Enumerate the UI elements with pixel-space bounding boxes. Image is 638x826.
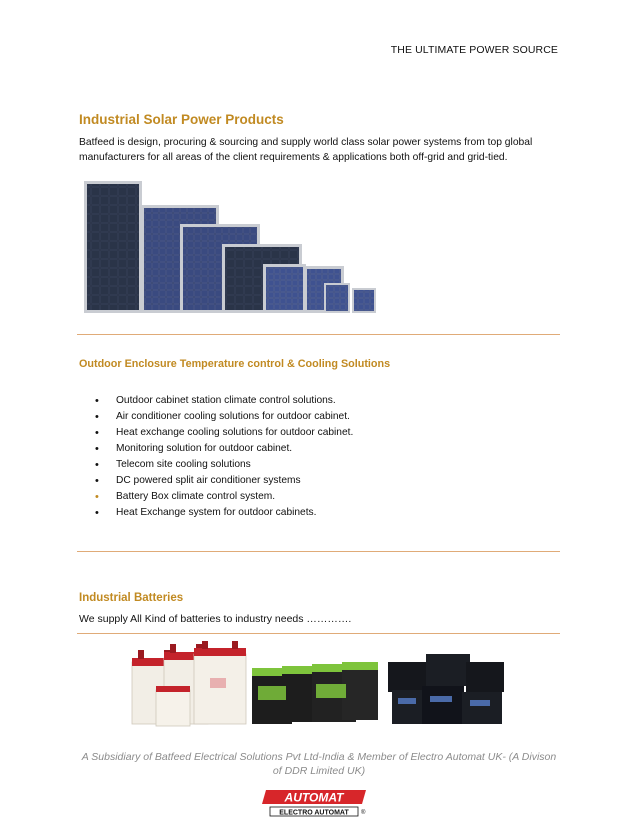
list-item-text: Battery Box climate control system. — [116, 491, 276, 502]
footer-text: A Subsidiary of Batfeed Electrical Solutions Pvt Ltd-India & Member of Electro Automat UK- (A Divison of DDR Limited UK) — [81, 751, 557, 777]
list-item-text: Monitoring solution for outdoor cabinet. — [116, 443, 293, 454]
list-item-text: DC powered split air conditioner systems — [116, 475, 301, 486]
list-item — [95, 393, 353, 409]
bullet-icon: • — [95, 411, 99, 423]
list-item-text: Telecom site cooling solutions — [116, 459, 251, 470]
bullet-icon: • — [95, 475, 99, 487]
bullet-icon: • — [95, 443, 99, 455]
bullet-icon: • — [95, 427, 99, 439]
list-item-text: Heat exchange cooling solutions for outdoor cabinet. — [116, 427, 354, 438]
batteries-description: We supply All Kind of batteries to industry needs …………. — [79, 613, 352, 625]
list-item-text: Outdoor cabinet station climate control solutions. — [116, 395, 336, 406]
bullet-icon: • — [95, 507, 99, 519]
logo-sub-text: ELECTRO AUTOMAT — [279, 809, 349, 817]
solar-section-title: Industrial Solar Power Products — [79, 112, 284, 127]
list-item — [95, 441, 353, 457]
cooling-solutions-list — [95, 393, 353, 521]
bullet-icon: • — [95, 459, 99, 471]
list-item-text: Heat Exchange system for outdoor cabinets. — [116, 507, 317, 518]
automat-logo — [262, 788, 372, 818]
list-item — [95, 505, 353, 521]
bullet-icon: • — [95, 395, 99, 407]
section-divider — [77, 334, 560, 335]
bullet-icon: • — [95, 491, 99, 503]
logo-registered-mark: ® — [361, 810, 366, 816]
cooling-section-title: Outdoor Enclosure Temperature control & Cooling Solutions — [79, 358, 391, 370]
solar-panels-image — [82, 178, 382, 318]
section-divider — [77, 551, 560, 552]
list-item-text: Air conditioner cooling solutions for outdoor cabinet. — [116, 411, 350, 422]
batteries-section-title: Industrial Batteries — [79, 592, 184, 604]
header-tagline: THE ULTIMATE POWER SOURCE — [390, 44, 558, 56]
list-item — [95, 409, 353, 425]
logo-brand-text: AUTOMAT — [284, 790, 344, 805]
batteries-image — [130, 640, 510, 730]
list-item — [95, 489, 353, 505]
list-item — [95, 473, 353, 489]
list-item — [95, 425, 353, 441]
list-item — [95, 457, 353, 473]
section-divider — [77, 633, 560, 634]
solar-description: Batfeed is design, procuring & sourcing and supply world class solar power systems from top global manufacturers for all areas of the client requirements & applications both off-grid and grid-tied. — [79, 137, 533, 163]
